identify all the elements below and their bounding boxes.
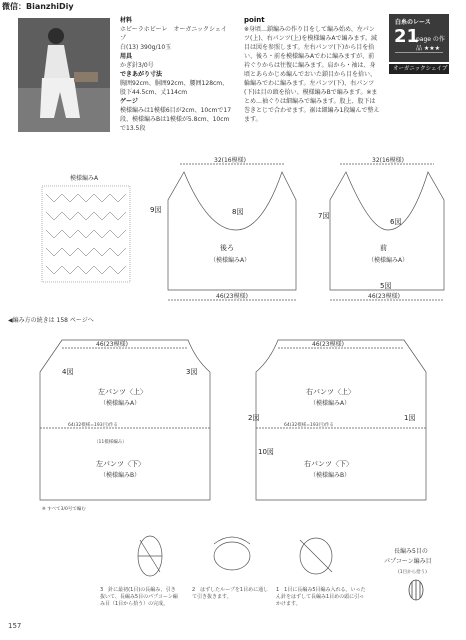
yarn-amount: 白(13) 390g/10玉 <box>120 44 172 51</box>
page-number: 157 <box>8 622 22 630</box>
tools-title: 用具 <box>120 53 133 60</box>
label-6: 6図 <box>390 218 402 226</box>
size-text: 胸囲92cm、胴囲92cm、腰囲128cm、股下44.5cm、丈114cm <box>120 80 229 96</box>
front-pattern: （模様編みA） <box>368 257 409 264</box>
left-top-width: 46(23模様) <box>96 341 128 348</box>
back-width: 46(23模様) <box>216 293 248 300</box>
yarn-name: ホビーラホビーレ オーガニックシェイプ <box>120 26 227 42</box>
label-10: 10図 <box>258 448 274 456</box>
label-1: 1図 <box>404 414 416 422</box>
series-subtitle: オーガニックシェイプ <box>389 64 449 74</box>
left-top-pattern: （模様編みA） <box>100 400 141 407</box>
gauge-text: 模様編みは1模様6目が2cm、10cmで17段、模様編みBは1模様が5.8cm、10cmで13.5段 <box>120 107 232 132</box>
left-bottom-pattern: （模様編みB） <box>100 472 141 479</box>
pattern-a-title: 模様編みA <box>70 175 99 182</box>
stitch-illustration-2 <box>214 537 250 570</box>
right-top-width: 46(23模様) <box>312 341 344 348</box>
continuation-note: ◀編み方の続きは 158 ページへ <box>8 317 94 324</box>
right-waist: 64(32模様=193目)作る <box>284 423 334 428</box>
gauge-title: ゲージ <box>120 98 138 105</box>
left-bottom-label: 左パンツ〈下〉 <box>96 460 145 468</box>
right-top-pattern: （模様編みA） <box>310 400 351 407</box>
point-text: ※身頃…鎖編みの作り目をして編み始め、左パンツ(上)、右パンツ(上)を模様編みAで編みます。減目は図を参照します。左右パンツ(下)から目を拾い、後ろ・前を模様編みAでわに編みますが、前衿ぐりからは往復に編みます。肩から・袖は、身頃とあらかじめ編んでおいた鎖目から目を拾い、輪編みでわに編みます。左パンツ(下)、右パンツ(下)は目の頭を拾い、模様編みBで編みます。※まとめ…袖ぐりは細編みで編みます。股上、股下は巻きとじで合わせます。裾は細編み1段編んで整えます。 <box>244 26 380 123</box>
point-title: point <box>244 16 265 24</box>
pattern-a-chart <box>42 186 130 282</box>
front-label: 前 <box>380 244 387 252</box>
left-top-label: 左パンツ〈上〉 <box>98 388 147 396</box>
label-3: 3図 <box>186 368 198 376</box>
step-1: 1 1目に長編み5目編み入れる。いったん針をはずして長編み1目めの頭に引っかけます。 <box>276 587 366 607</box>
label-5: 5図 <box>380 282 392 290</box>
step-2: 2 はずしたループを1目めに通して引き抜きます。 <box>192 587 269 600</box>
stitch-illustration-3 <box>138 536 162 576</box>
back-body-outline <box>168 164 296 300</box>
legend-sub: (1目から拾う) <box>398 570 427 575</box>
front-body-outline <box>330 164 444 300</box>
popcorn-stitch-icon <box>409 580 423 600</box>
left-waist: 64(32模様=193目)作る <box>68 423 118 428</box>
stitch-illustration-1 <box>300 538 332 574</box>
right-bottom-label: 右パンツ〈下〉 <box>304 460 353 468</box>
step-3: 3 針に最初(1目)の長編み、引き抜いて、長編み5目のパプコーン編み目（1目から拾う）の完成。 <box>100 587 178 607</box>
series-page-label: page の作品 ★★★ <box>416 36 445 52</box>
label-2: 2図 <box>248 414 260 422</box>
label-9: 9図 <box>150 206 162 214</box>
front-width: 46(23模様) <box>368 293 400 300</box>
series-number: 21 <box>394 26 420 47</box>
strap-width-front: 32(16模様) <box>372 157 404 164</box>
size-title: できあがり寸法 <box>120 71 163 78</box>
right-bottom-pattern: （模様編みB） <box>310 472 351 479</box>
footnote: ※ すべて3/0号で編む <box>42 507 86 512</box>
watermark: 微信：BianzhiDiy <box>2 2 74 11</box>
label-4: 4図 <box>62 368 74 376</box>
back-label: 後ろ <box>220 244 234 252</box>
right-top-label: 右パンツ〈上〉 <box>306 388 355 396</box>
tools-text: かぎ針3/0号 <box>120 62 154 69</box>
legend-title: 長編み5目の <box>394 548 428 555</box>
series-title: 白糸のレース <box>395 19 431 26</box>
strap-width-back: 32(16模様) <box>214 157 246 164</box>
label-7: 7図 <box>318 212 330 220</box>
back-pattern: （模様編みA） <box>210 257 251 264</box>
materials-title: 材料 <box>120 17 133 24</box>
label-8: 8図 <box>232 208 244 216</box>
left-side-ref: （11模様編み） <box>94 440 127 445</box>
legend-title-2: パプコーン編み目 <box>384 558 432 565</box>
